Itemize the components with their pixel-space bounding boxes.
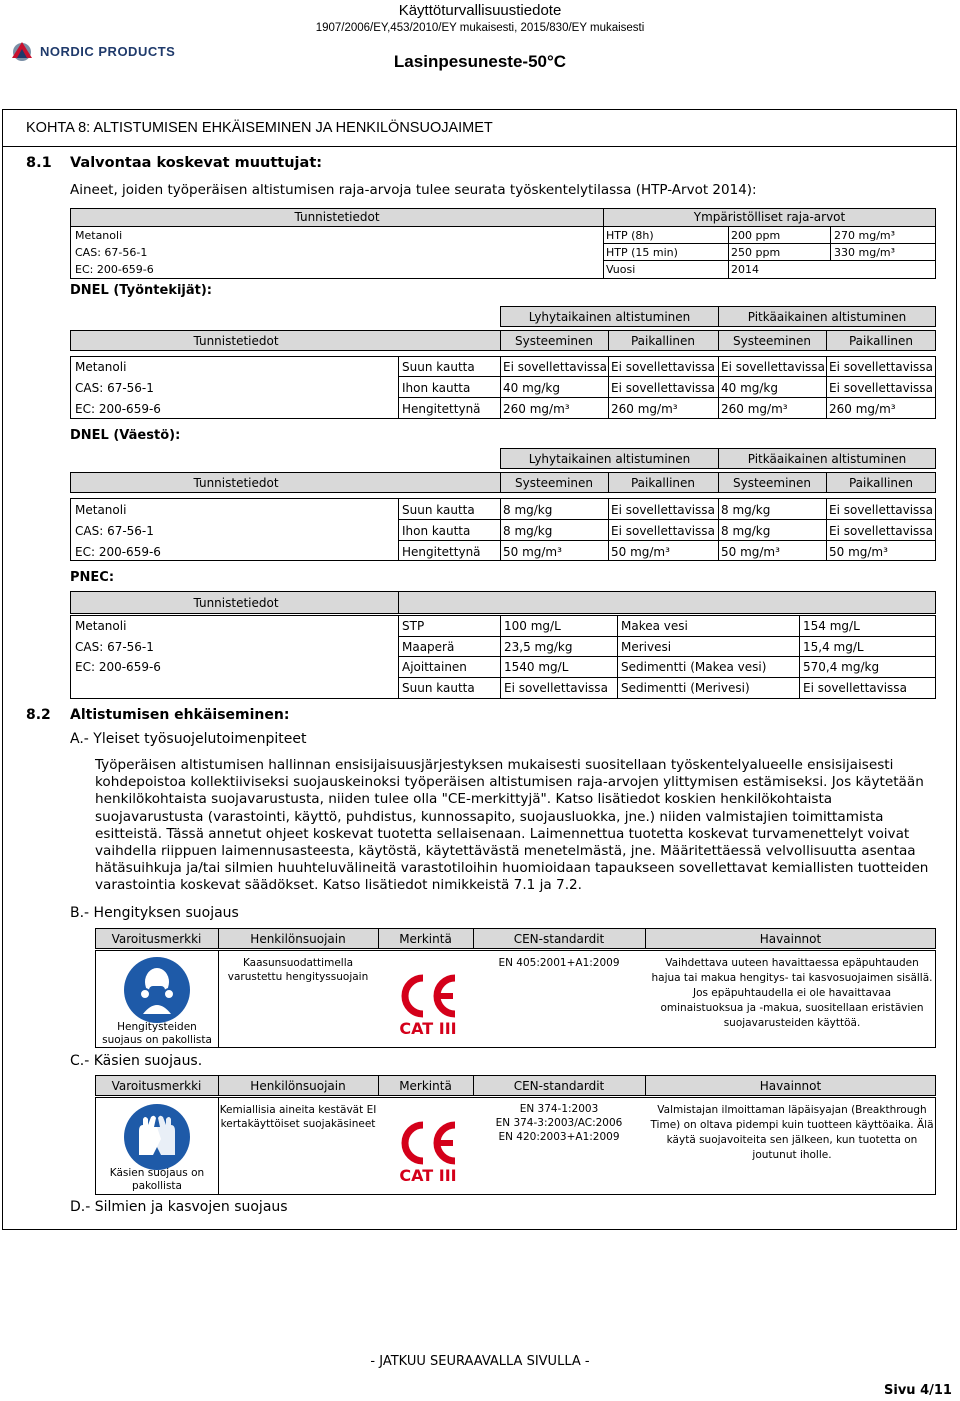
page-number: Sivu 4/11 xyxy=(884,1383,952,1398)
ppe-hands-h2: Henkilönsuojain xyxy=(250,1079,346,1093)
dnel-p-id-header: Tunnistetiedot xyxy=(193,476,279,490)
pnec-id-cas: CAS: 67-56-1 xyxy=(75,640,154,654)
dnel-p-sub-4: Paikallinen xyxy=(848,476,914,490)
dnel-p-r1-v3: 8 mg/kg xyxy=(721,503,771,517)
logo-text: NORDIC PRODUCTS xyxy=(40,44,176,59)
ppe-hands-h1: Varoitusmerkki xyxy=(111,1079,202,1093)
product-name: Lasinpesuneste-50°C xyxy=(393,52,567,71)
pnec-r3-c2: 1540 mg/L xyxy=(504,660,569,674)
htp-r3-year: 2014 xyxy=(731,263,759,276)
ce-cat-iii-gloves-label: CAT III xyxy=(399,1166,457,1183)
respiratory-mandatory-icon xyxy=(123,956,191,1024)
dnel-p-sub-3: Systeeminen xyxy=(732,476,812,490)
dnel-p-r2-v3: 8 mg/kg xyxy=(721,524,771,538)
pnec-r2-c2: 23,5 mg/kg xyxy=(504,640,573,654)
dnel-w-sub-1: Systeeminen xyxy=(514,334,594,348)
subsection-d-title: D.- Silmien ja kasvojen suojaus xyxy=(70,1199,288,1215)
dnel-w-r3-v3: 260 mg/m³ xyxy=(721,402,788,416)
htp-r1-type: HTP (8h) xyxy=(606,229,654,242)
htp-r1-ppm: 200 ppm xyxy=(731,229,781,242)
ppe-resp-h5: Havainnot xyxy=(759,932,822,946)
pnec-r3-c4: 570,4 mg/kg xyxy=(803,660,880,674)
gloves-standard-3: EN 420:2003+A1:2009 xyxy=(498,1131,620,1143)
respiratory-notes: Vaihdettava uuteen havaittaessa epäpuhtauden hajua tai makua hengitys- tai kasvosuojaimen sisällä. Jos epäpuhtaudella ei ole havaittavaa ominaistuoksua ja -makua, suositellaan eristävien suojavarusteiden käyttöä. xyxy=(651,957,933,1029)
section-8-2-number: 8.2 xyxy=(26,707,51,723)
gloves-standard-1: EN 374-1:2003 xyxy=(519,1103,599,1115)
dnel-p-r3-v4: 50 mg/m³ xyxy=(829,545,888,559)
dnel-p-r3-route: Hengitettynä xyxy=(402,545,481,559)
htp-id-cas: CAS: 67-56-1 xyxy=(75,246,148,259)
pnec-id-ec: EC: 200-659-6 xyxy=(75,660,161,674)
pnec-r4-c1: Suun kautta xyxy=(402,681,475,695)
ppe-resp-h1: Varoitusmerkki xyxy=(111,932,202,946)
gloves-notes: Valmistajan ilmoittaman läpäisyajan (Breakthrough Time) on oltava pidempi kuin tuotteen käyttöaika. Älä käytä suojavoiteita sen jälkeen, kun tuotetta on joutunut iholle. xyxy=(650,1104,934,1161)
subsection-c-title: C.- Käsien suojaus. xyxy=(70,1053,203,1069)
dnel-p-id-cas: CAS: 67-56-1 xyxy=(75,524,154,538)
htp-r2-ppm: 250 ppm xyxy=(731,246,781,259)
pnec-r3-c3: Sedimentti (Makea vesi) xyxy=(621,660,767,674)
pnec-r1-c2: 100 mg/L xyxy=(504,619,561,633)
pnec-r4-c4: Ei sovellettavissa xyxy=(803,681,907,695)
section-8-1-number: 8.1 xyxy=(26,155,52,171)
dnel-p-r1-v1: 8 mg/kg xyxy=(503,503,553,517)
gloves-equipment: Kemiallisia aineita kestävät EI kertakäyttöiset suojakäsineet xyxy=(219,1104,377,1130)
dnel-w-r3-v1: 260 mg/m³ xyxy=(503,402,570,416)
respiratory-equipment: Kaasunsuodattimella varustettu hengityssuojain xyxy=(227,957,369,983)
pnec-r2-c4: 15,4 mg/L xyxy=(803,640,864,654)
pnec-id-header: Tunnistetiedot xyxy=(193,596,279,610)
dnel-p-r1-route: Suun kautta xyxy=(402,503,475,517)
ce-cat-iii-label: CAT III xyxy=(399,1019,457,1036)
dnel-p-r2-v2: Ei sovellettavissa xyxy=(611,524,715,538)
pnec-r1-c4: 154 mg/L xyxy=(803,619,860,633)
ppe-hands-h4: CEN-standardit xyxy=(513,1079,605,1093)
respiratory-standards: EN 405:2001+A1:2009 xyxy=(498,957,620,969)
dnel-w-r2-v2: Ei sovellettavissa xyxy=(611,381,715,395)
dnel-w-sub-4: Paikallinen xyxy=(848,334,914,348)
dnel-p-r1-v2: Ei sovellettavissa xyxy=(611,503,715,517)
pnec-title: PNEC: xyxy=(70,570,115,585)
dnel-w-r1-route: Suun kautta xyxy=(402,360,475,374)
dnel-w-r3-route: Hengitettynä xyxy=(402,402,481,416)
dnel-w-sub-3: Systeeminen xyxy=(732,334,812,348)
ppe-resp-h3: Merkintä xyxy=(399,932,452,946)
dnel-p-r3-v2: 50 mg/m³ xyxy=(611,545,670,559)
section-title: KOHTA 8: ALTISTUMISEN EHKÄISEMINEN JA HENKILÖNSUOJAIMET xyxy=(26,120,493,136)
pnec-r2-c1: Maaperä xyxy=(402,640,455,654)
htp-id-name: Metanoli xyxy=(75,229,123,242)
dnel-p-r1-v4: Ei sovellettavissa xyxy=(829,503,933,517)
dnel-w-sub-2: Paikallinen xyxy=(630,334,696,348)
dnel-w-r3-v4: 260 mg/m³ xyxy=(829,402,896,416)
pnec-r3-c1: Ajoittainen xyxy=(402,660,467,674)
dnel-p-long-label: Pitkäaikainen altistuminen xyxy=(747,452,907,466)
dnel-p-id-ec: EC: 200-659-6 xyxy=(75,545,161,559)
htp-r2-type: HTP (15 min) xyxy=(606,246,678,259)
pnec-id-name: Metanoli xyxy=(75,619,127,633)
logo xyxy=(8,36,178,66)
subsection-b-title: B.- Hengityksen suojaus xyxy=(70,905,239,921)
dnel-w-r2-v1: 40 mg/kg xyxy=(503,381,560,395)
htp-r3-type: Vuosi xyxy=(606,263,636,276)
ce-cat-iii-icon xyxy=(393,970,463,1036)
dnel-p-r2-route: Ihon kautta xyxy=(402,524,471,538)
dnel-workers-title: DNEL (Työntekijät): xyxy=(70,283,213,298)
dnel-w-r1-v1: Ei sovellettavissa xyxy=(503,360,607,374)
dnel-w-r2-route: Ihon kautta xyxy=(402,381,471,395)
dnel-w-id-header: Tunnistetiedot xyxy=(193,334,279,348)
subsection-a-title: A.- Yleiset työsuojelutoimenpiteet xyxy=(70,731,307,747)
pnec-r2-c3: Merivesi xyxy=(621,640,672,654)
dnel-w-r1-v4: Ei sovellettavissa xyxy=(829,360,933,374)
dnel-w-long-label: Pitkäaikainen altistuminen xyxy=(747,310,907,324)
continue-notice: - JATKUU SEURAAVALLA SIVULLA - xyxy=(370,1354,590,1369)
regulation-text: 1907/2006/EY,453/2010/EY mukaisesti, 2015/830/EY mukaisesti xyxy=(315,22,645,34)
dnel-w-id-name: Metanoli xyxy=(75,360,127,374)
dnel-p-r3-v1: 50 mg/m³ xyxy=(503,545,562,559)
gloves-mandatory-icon xyxy=(123,1103,191,1171)
dnel-w-short-label: Lyhytaikainen altistuminen xyxy=(528,310,691,324)
pnec-r4-c2: Ei sovellettavissa xyxy=(504,681,608,695)
dnel-p-id-name: Metanoli xyxy=(75,503,127,517)
document-title: Käyttöturvallisuustiedote xyxy=(398,2,562,19)
dnel-w-id-cas: CAS: 67-56-1 xyxy=(75,381,154,395)
dnel-population-title: DNEL (Väestö): xyxy=(70,428,181,443)
dnel-w-id-ec: EC: 200-659-6 xyxy=(75,402,161,416)
dnel-p-short-label: Lyhytaikainen altistuminen xyxy=(528,452,691,466)
subsection-a-text: Työperäisen altistumisen hallinnan ensisijaisuusjärjestyksen mukaisesti suositellaan työskentelyalueelle ensisijaisesti kohdepoistoa kollektiiviseksi suojauskeinoksi työperäisen altistumisen raja-arvojen ylittymisen estämiseksi. Jos käytetään henkilökohtaista suojavarustusta, niiden tulee olla "CE-merkittyjä". Katso lisätiedot koskien henkilökohtaista suojavarustusta (varastointi, käyttö, puhdistus, kunnossapito, suojausluokka, jne.) niiden valmistajien toimittamista esitteistä. Tässä annetut ohjeet koskevat tuotetta sellaisenaan. Laimennettua tuotetta koskevat turvamenettelyt voivat vaihdella riippuen laimennusasteesta, käytöstä, käytettävästä menetelmästä, jne. Määritettäessä velvollisuutta asentaa hätäsuihkuja ja/tai silmien huuhteluvälineitä varastotiloihin huomioidaan tapaukseen sovellettavat kemiallisten tuotteiden varastointia koskevat säädökset. Katso lisätiedot nimikkeistä 7.1 ja 7.2. xyxy=(95,757,929,894)
ppe-hands-h3: Merkintä xyxy=(399,1079,452,1093)
htp-id-ec: EC: 200-659-6 xyxy=(75,263,154,276)
gloves-sign-caption: Käsien suojaus on pakollista xyxy=(109,1167,205,1192)
dnel-p-sub-1: Systeeminen xyxy=(514,476,594,490)
dnel-w-r1-v3: Ei sovellettavissa xyxy=(721,360,825,374)
respiratory-sign-caption: Hengitysteiden suojaus on pakollista xyxy=(102,1021,212,1046)
htp-r1-mg: 270 mg/m³ xyxy=(834,229,896,242)
pnec-r4-c3: Sedimentti (Merivesi) xyxy=(621,681,750,695)
ppe-resp-h2: Henkilönsuojain xyxy=(250,932,346,946)
htp-col-limits: Ympäristölliset raja-arvot xyxy=(693,210,846,224)
section-8-1-title: Valvontaa koskevat muuttujat: xyxy=(70,155,323,171)
dnel-w-r2-v3: 40 mg/kg xyxy=(721,381,778,395)
dnel-w-r3-v2: 260 mg/m³ xyxy=(611,402,678,416)
dnel-p-sub-2: Paikallinen xyxy=(630,476,696,490)
dnel-p-r3-v3: 50 mg/m³ xyxy=(721,545,780,559)
section-8-1-intro: Aineet, joiden työperäisen altistumisen raja-arvoja tulee seurata työskentelytilassa (HTP-Arvot 2014): xyxy=(70,182,757,198)
pnec-r1-c3: Makea vesi xyxy=(621,619,688,633)
gloves-standard-2: EN 374-3:2003/AC:2006 xyxy=(495,1117,623,1129)
section-8-2-title: Altistumisen ehkäiseminen: xyxy=(70,707,290,723)
htp-r2-mg: 330 mg/m³ xyxy=(834,246,896,259)
pnec-r1-c1: STP xyxy=(402,619,425,633)
dnel-w-r2-v4: Ei sovellettavissa xyxy=(829,381,933,395)
dnel-w-r1-v2: Ei sovellettavissa xyxy=(611,360,715,374)
htp-col-identifiers: Tunnistetiedot xyxy=(294,210,380,224)
ppe-resp-h4: CEN-standardit xyxy=(513,932,605,946)
dnel-p-r2-v4: Ei sovellettavissa xyxy=(829,524,933,538)
ce-cat-iii-icon-gloves xyxy=(393,1117,463,1183)
ppe-hands-h5: Havainnot xyxy=(759,1079,822,1093)
dnel-p-r2-v1: 8 mg/kg xyxy=(503,524,553,538)
